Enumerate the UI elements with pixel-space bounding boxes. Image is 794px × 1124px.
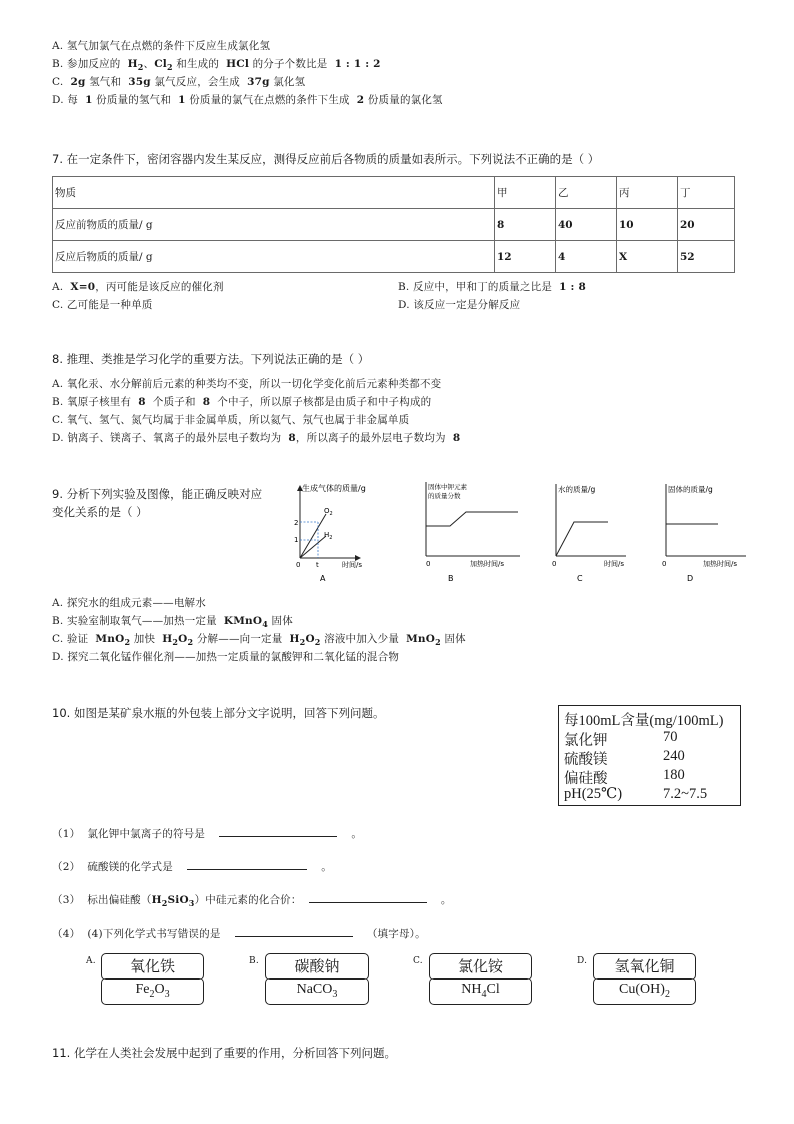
mineral-row-name: pH(25℃) <box>564 786 623 802</box>
graph-b-xlabel: 加热时间/s <box>470 560 505 568</box>
q7-option-c: C. 乙可能是一种单质 <box>52 299 153 311</box>
q8-option-a: A. 氧化汞、水分解前后元素的种类均不变，所以一切化学变化前后元素种类都不变 <box>52 378 442 390</box>
q11-stem: 11. 化学在人类社会发展中起到了重要的作用，分析回答下列问题。 <box>52 1046 396 1060</box>
graph-b-letter: B <box>448 574 454 583</box>
graph-c-letter: C <box>577 574 583 583</box>
card-letter-c: C. <box>413 956 423 966</box>
q10-stem: 10. 如图是某矿泉水瓶的外包装上部分文字说明，回答下列问题。 <box>52 706 385 720</box>
graph-d <box>662 484 746 583</box>
graph-a-h2-label: $H_2$ <box>324 531 333 541</box>
mineral-row-value: 180 <box>663 767 685 783</box>
table-row <box>53 209 735 241</box>
graph-a-tick-1: 1 <box>294 536 299 544</box>
q10-part-1: （1） 氯化钾中氯离子的符号是 。 <box>52 824 362 841</box>
card-b-name: 碳酸钠 <box>294 957 340 975</box>
graph-a-tick-t: t <box>316 561 319 569</box>
table-cell: 12 <box>495 241 556 273</box>
table-row <box>53 241 735 273</box>
card-c-name: 氯化铵 <box>457 957 503 975</box>
table-cell: 10 <box>617 209 678 241</box>
q7-mass-table <box>52 176 735 273</box>
q7-stem: 7. 在一定条件下，密闭容器内发生某反应，测得反应前后各物质的质量如表所示。下列说法不正确的是（ ） <box>52 152 600 166</box>
card-letter-b: B. <box>249 956 259 966</box>
graph-d-xlabel: 加热时间/s <box>703 560 738 568</box>
graph-a-xlabel: 时间/s <box>342 561 363 569</box>
graph-a-tick-2: 2 <box>294 519 299 527</box>
graph-d-origin: 0 <box>662 560 667 568</box>
table-cell: 40 <box>556 209 617 241</box>
card-d-formula: $Cu(OH)_2$ <box>593 978 696 1005</box>
q7-option-b: B. 反应中，甲和丁的质量之比是 1 : 8 <box>398 281 586 293</box>
answer-blank[interactable] <box>235 924 353 937</box>
table-cell: X <box>617 241 678 273</box>
mineral-row-value: 7.2~7.5 <box>663 786 708 802</box>
q7-option-d: D. 该反应一定是分解反应 <box>398 299 521 311</box>
table-cell: 反应前物质的质量/ g <box>53 209 495 241</box>
q9-option-a: A. 探究水的组成元素——电解水 <box>52 597 206 609</box>
card-a-name: 氧化铁 <box>129 957 175 975</box>
table-cell: 20 <box>678 209 735 241</box>
graph-a-origin: 0 <box>296 561 301 569</box>
graph-b-ylabel-1: 固体中钾元素 <box>428 483 467 491</box>
table-cell: 丁 <box>678 177 735 209</box>
graph-c-xlabel: 时间/s <box>604 560 625 568</box>
q9-option-c: C. 验证 MnO$_2$ 加快 $H_2O_2$ 分解——向一定量 $H_2O_2$ 溶液中加入少量 MnO$_2$ 固体 <box>52 633 466 648</box>
table-cell: 8 <box>495 209 556 241</box>
q6-option-d: D. 每 1 份质量的氢气和 1 份质量的氯气在点燃的条件下生成 2 份质量的氯化氢 <box>52 94 443 106</box>
table-cell: 4 <box>556 241 617 273</box>
q9-graphs <box>280 478 750 588</box>
card-b-formula: NaCO$_3$ <box>265 978 369 1005</box>
table-cell: 乙 <box>556 177 617 209</box>
q7-option-a: A. X=0，丙可能是该反应的催化剂 <box>52 281 224 293</box>
graph-d-ylabel: 固体的质量/g <box>668 485 713 494</box>
graph-a-letter: A <box>320 574 326 583</box>
mineral-water-label <box>558 705 741 806</box>
q6-option-b: B. 参加反应的 $H_2$、$Cl_2$ 和生成的 HCl 的分子个数比是 1 : 1 : 2 <box>52 58 381 73</box>
mineral-row-name: 偏硅酸 <box>564 771 608 787</box>
mineral-row-value: 240 <box>663 748 685 764</box>
q8-stem: 8. 推理、类推是学习化学的重要方法。下列说法正确的是（ ） <box>52 352 370 366</box>
mineral-table-title: 每100mL含量(mg/100mL) <box>564 713 724 729</box>
answer-blank[interactable] <box>219 824 337 837</box>
answer-blank[interactable] <box>309 890 427 903</box>
mineral-row-value: 70 <box>663 729 678 745</box>
q9-option-d: D. 探究二氧化锰作催化剂——加热一定质量的氯酸钾和二氧化锰的混合物 <box>52 651 400 663</box>
card-letter-d: D. <box>577 956 588 966</box>
graph-b-ylabel-2: 的质量分数 <box>428 492 461 500</box>
graph-b <box>426 482 520 583</box>
q6-option-a: A. 氢气加氯气在点燃的条件下反应生成氯化氢 <box>52 40 271 52</box>
graph-a-h2-line <box>300 536 326 558</box>
q8-option-d: D. 钠离子、镁离子、氧离子的最外层电子数均为 8，所以离子的最外层电子数均为 8 <box>52 432 461 444</box>
table-cell: 甲 <box>495 177 556 209</box>
mineral-row-name: 氯化钾 <box>564 733 608 749</box>
graph-a-o2-label: $O_2$ <box>324 507 333 517</box>
q10-part-2: （2） 硫酸镁的化学式是 。 <box>52 857 332 874</box>
answer-blank[interactable] <box>187 857 307 870</box>
q10-part-4: （4） (4)下列化学式书写错误的是 （填字母）。 <box>52 924 426 941</box>
graph-c-line <box>556 522 608 556</box>
q6-option-c: C. 2g 氢气和 35g 氯气反应，会生成 37g 氯化氢 <box>52 76 306 88</box>
q9-stem-line2: 变化关系的是（ ） <box>52 505 148 519</box>
table-cell: 物质 <box>53 177 495 209</box>
graph-a-ylabel: 生成气体的质量/g <box>302 484 366 493</box>
card-c-formula: $NH_4Cl$ <box>429 978 532 1005</box>
mineral-row-name: 硫酸镁 <box>564 752 608 768</box>
table-cell: 反应后物质的质量/ g <box>53 241 495 273</box>
graph-b-line <box>426 512 518 526</box>
graph-c-origin: 0 <box>552 560 557 568</box>
q10-part-3: （3） 标出偏硅酸$(H_2SiO_3)$中硅元素的化合价： 。 <box>52 890 452 910</box>
q8-option-b: B. 氧原子核里有 8 个质子和 8 个中子，所以原子核都是由质子和中子构成的 <box>52 396 432 408</box>
table-cell: 丙 <box>617 177 678 209</box>
table-row <box>53 177 735 209</box>
graph-a-o2-line <box>300 514 326 558</box>
card-a-formula: $Fe_2O_3$ <box>101 978 204 1005</box>
table-cell: 52 <box>678 241 735 273</box>
graph-d-letter: D <box>687 574 694 583</box>
graph-c <box>552 484 626 583</box>
card-letter-a: A. <box>86 956 96 966</box>
card-d-name: 氢氧化铜 <box>614 957 675 975</box>
q9-option-b: B. 实验室制取氧气——加热一定量 KMnO$_4$ 固体 <box>52 615 293 630</box>
q8-option-c: C. 氧气、氢气、氮气均属于非金属单质，所以氦气、氖气也属于非金属单质 <box>52 414 410 426</box>
graph-b-origin: 0 <box>426 560 431 568</box>
graph-a <box>294 483 366 583</box>
graph-c-ylabel: 水的质量/g <box>558 485 596 494</box>
q9-stem-line1: 9. 分析下列实验及图像，能正确反映对应 <box>52 487 263 501</box>
